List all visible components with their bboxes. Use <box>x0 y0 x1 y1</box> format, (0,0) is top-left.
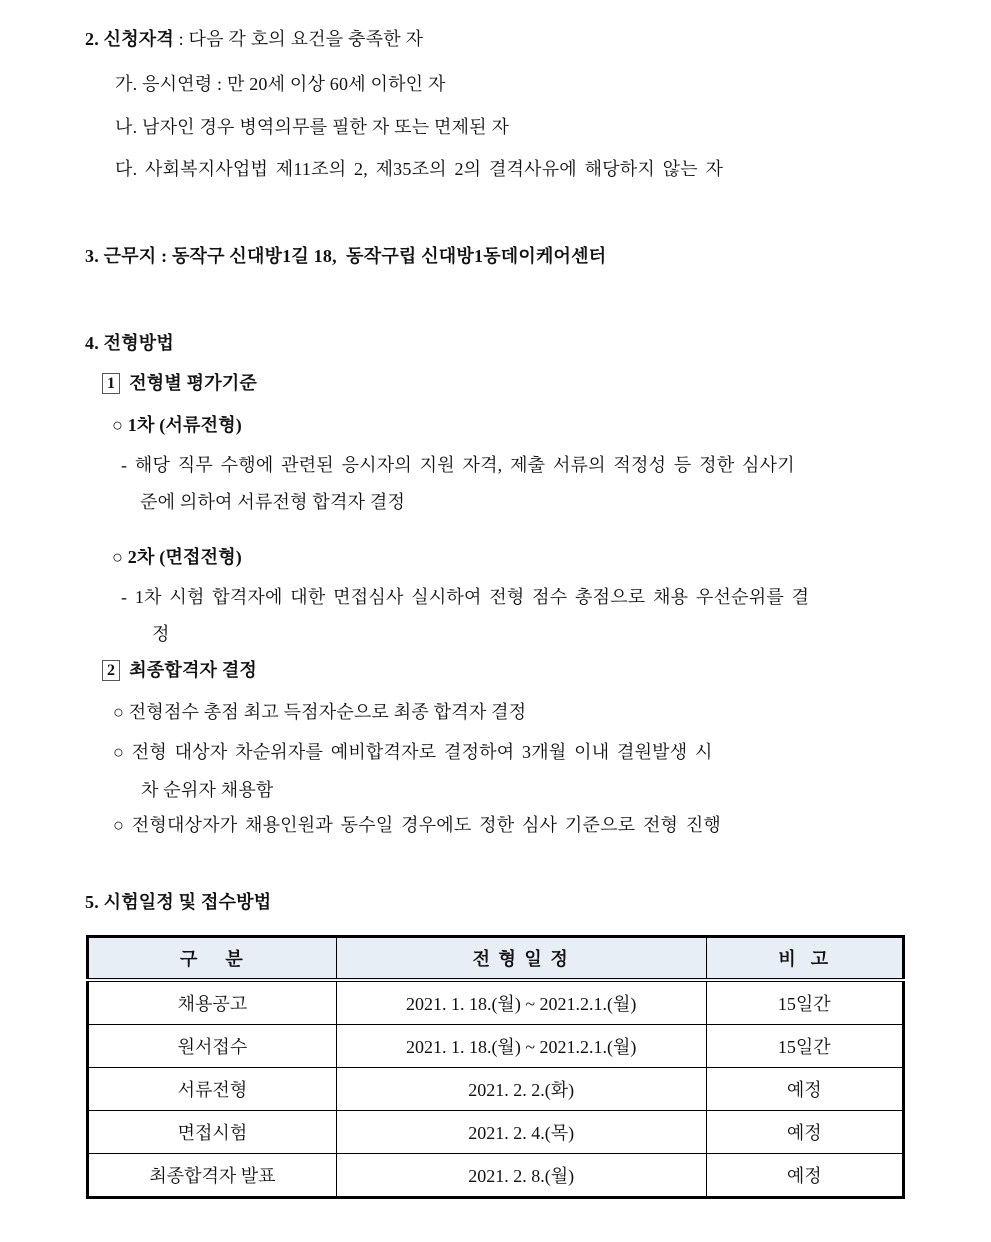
final-item2-line1: ○ 전형 대상자 차순위자를 예비합격자로 결정하여 3개월 이내 결원발생 시 <box>113 742 713 762</box>
schedule-header-note: 비 고 <box>706 937 903 981</box>
section2-item-na: 나. 남자인 경우 병역의무를 필한 자 또는 면제된 자 <box>115 117 510 137</box>
boxed-number-2: 2 <box>102 660 120 681</box>
section4-sub2-title: 최종합격자 결정 <box>129 660 258 680</box>
row2-note: 15일간 <box>706 1025 903 1068</box>
row3-schedule: 2021. 2. 2.(화) <box>336 1068 706 1111</box>
round2-body-line2: 정 <box>152 624 170 644</box>
row1-schedule: 2021. 1. 18.(월) ~ 2021.2.1.(월) <box>336 980 706 1025</box>
row1-category: 채용공고 <box>88 980 337 1025</box>
section4-heading: 4. 전형방법 <box>85 333 174 353</box>
round1-title: ○ 1차 (서류전형) <box>112 415 242 435</box>
boxed-number-1: 1 <box>102 373 120 394</box>
row5-schedule: 2021. 2. 8.(월) <box>336 1154 706 1198</box>
table-row <box>88 980 904 1025</box>
row5-category: 최종합격자 발표 <box>88 1154 337 1198</box>
section4-sub2-heading <box>102 660 257 681</box>
final-item2-line2: 차 순위자 채용함 <box>141 780 274 800</box>
row2-category: 원서접수 <box>88 1025 337 1068</box>
table-row <box>88 1111 904 1154</box>
table-row <box>88 1025 904 1068</box>
round2-title: ○ 2차 (면접전형) <box>112 547 242 567</box>
section4-sub1-title: 전형별 평가기준 <box>129 373 258 393</box>
round2-body-line1: - 1차 시험 합격자에 대한 면접심사 실시하여 전형 점수 총점으로 채용 우선순위를 결 <box>121 587 810 607</box>
row4-category: 면접시험 <box>88 1111 337 1154</box>
section2-heading-rest: : 다음 각 호의 요건을 충족한 자 <box>173 29 424 49</box>
row4-note: 예정 <box>706 1111 903 1154</box>
section5-heading: 5. 시험일정 및 접수방법 <box>85 892 272 912</box>
round1-body-line2: 준에 의하여 서류전형 합격자 결정 <box>140 492 406 512</box>
section4-sub1-heading <box>102 373 257 394</box>
section2-heading <box>85 29 423 50</box>
table-row <box>88 1154 904 1198</box>
row3-note: 예정 <box>706 1068 903 1111</box>
table-row <box>88 1068 904 1111</box>
section3-heading: 3. 근무지 : 동작구 신대방1길 18, 동작구립 신대방1동데이케어센터 <box>85 246 607 266</box>
section2-item-da: 다. 사회복지사업법 제11조의 2, 제35조의 2의 결격사유에 해당하지 않는 자 <box>115 159 724 179</box>
schedule-table <box>86 935 905 1199</box>
row2-schedule: 2021. 1. 18.(월) ~ 2021.2.1.(월) <box>336 1025 706 1068</box>
row5-note: 예정 <box>706 1154 903 1198</box>
section2-heading-number-title: 2. 신청자격 <box>85 29 174 49</box>
schedule-table-header-row <box>88 937 904 981</box>
row4-schedule: 2021. 2. 4.(목) <box>336 1111 706 1154</box>
round1-body-line1: - 해당 직무 수행에 관련된 응시자의 지원 자격, 제출 서류의 적정성 등 정한 심사기 <box>121 455 795 475</box>
row1-note: 15일간 <box>706 980 903 1025</box>
row3-category: 서류전형 <box>88 1068 337 1111</box>
schedule-header-dates: 전 형 일 정 <box>336 937 706 981</box>
final-item1: ○ 전형점수 총점 최고 득점자순으로 최종 합격자 결정 <box>113 702 527 722</box>
section2-item-ga: 가. 응시연령 : 만 20세 이상 60세 이하인 자 <box>115 74 446 94</box>
final-item3: ○ 전형대상자가 채용인원과 동수일 경우에도 정한 심사 기준으로 전형 진행 <box>113 815 722 835</box>
schedule-header-category: 구 분 <box>88 937 337 981</box>
